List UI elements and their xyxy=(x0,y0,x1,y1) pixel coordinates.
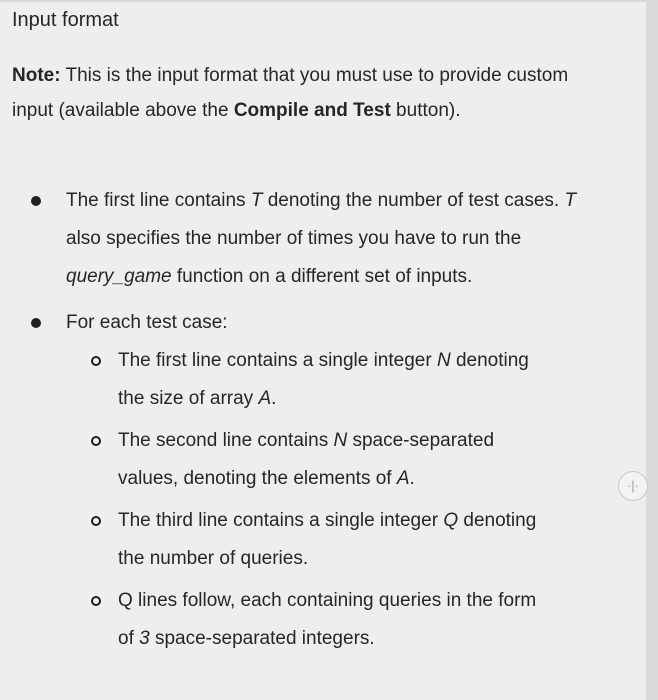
bullet-text: also specifies the number of times you have to run the xyxy=(66,228,522,249)
var-n: N xyxy=(436,350,451,371)
bullet-each-test-case xyxy=(0,304,640,658)
bullet-label: For each test case: xyxy=(66,312,228,333)
sub-text: denoting the number of queries. xyxy=(118,510,537,569)
top-divider xyxy=(0,0,658,2)
sub-item-third-line xyxy=(66,502,548,578)
var-a: A xyxy=(258,388,272,409)
bullet-text: denoting the number of test cases. xyxy=(262,190,565,211)
sub-text: Q xyxy=(118,590,133,611)
bullet-circle-icon xyxy=(91,436,101,446)
sub-item-first-line xyxy=(66,342,548,418)
bullet-circle-icon xyxy=(91,596,101,606)
var-n: N xyxy=(333,430,348,451)
sub-text: space-separated integers. xyxy=(149,628,375,649)
note-text-2: button). xyxy=(390,100,461,121)
function-name: query_game xyxy=(66,266,172,287)
note-label: Note: xyxy=(12,65,61,86)
var-a: A xyxy=(396,468,410,489)
sub-item-queries xyxy=(66,582,548,658)
scrollbar-track[interactable] xyxy=(646,0,658,700)
bullet-text: function on a different set of inputs. xyxy=(171,266,473,287)
sub-text: . xyxy=(409,468,415,489)
test-case-sublist xyxy=(66,342,592,658)
note-text-1: This is the input format that you must use to provide custom input (available above the xyxy=(12,65,569,121)
var-t: T xyxy=(564,190,577,211)
compile-test-reference: Compile and Test xyxy=(233,100,391,121)
bullet-circle-icon xyxy=(91,356,101,366)
sub-text: space-separated values, denoting the elements of xyxy=(118,430,495,489)
bullet-circle-icon xyxy=(91,516,101,526)
sub-text: . xyxy=(271,388,277,409)
sub-item-second-line xyxy=(66,422,548,498)
sub-text: denoting the size of array xyxy=(118,350,529,409)
bullet-disc-icon xyxy=(31,196,41,206)
resize-handle-icon[interactable]: ·|· xyxy=(618,471,648,501)
bullet-text: The first line contains xyxy=(66,190,251,211)
var-q: Q xyxy=(443,510,459,531)
bullet-first-line xyxy=(0,182,640,296)
section-heading: Input format xyxy=(12,9,119,31)
sub-text: The first line contains a single integer xyxy=(118,350,437,371)
var-t: T xyxy=(250,190,263,211)
number-three: 3 xyxy=(139,628,150,649)
sub-text: The second line contains xyxy=(118,430,334,451)
bullet-disc-icon xyxy=(31,318,41,328)
sub-text: The third line contains a single integer xyxy=(118,510,444,531)
input-format-list xyxy=(0,182,640,662)
sub-text: lines follow, each containing queries in the form of xyxy=(118,590,537,649)
note-paragraph xyxy=(12,58,602,128)
